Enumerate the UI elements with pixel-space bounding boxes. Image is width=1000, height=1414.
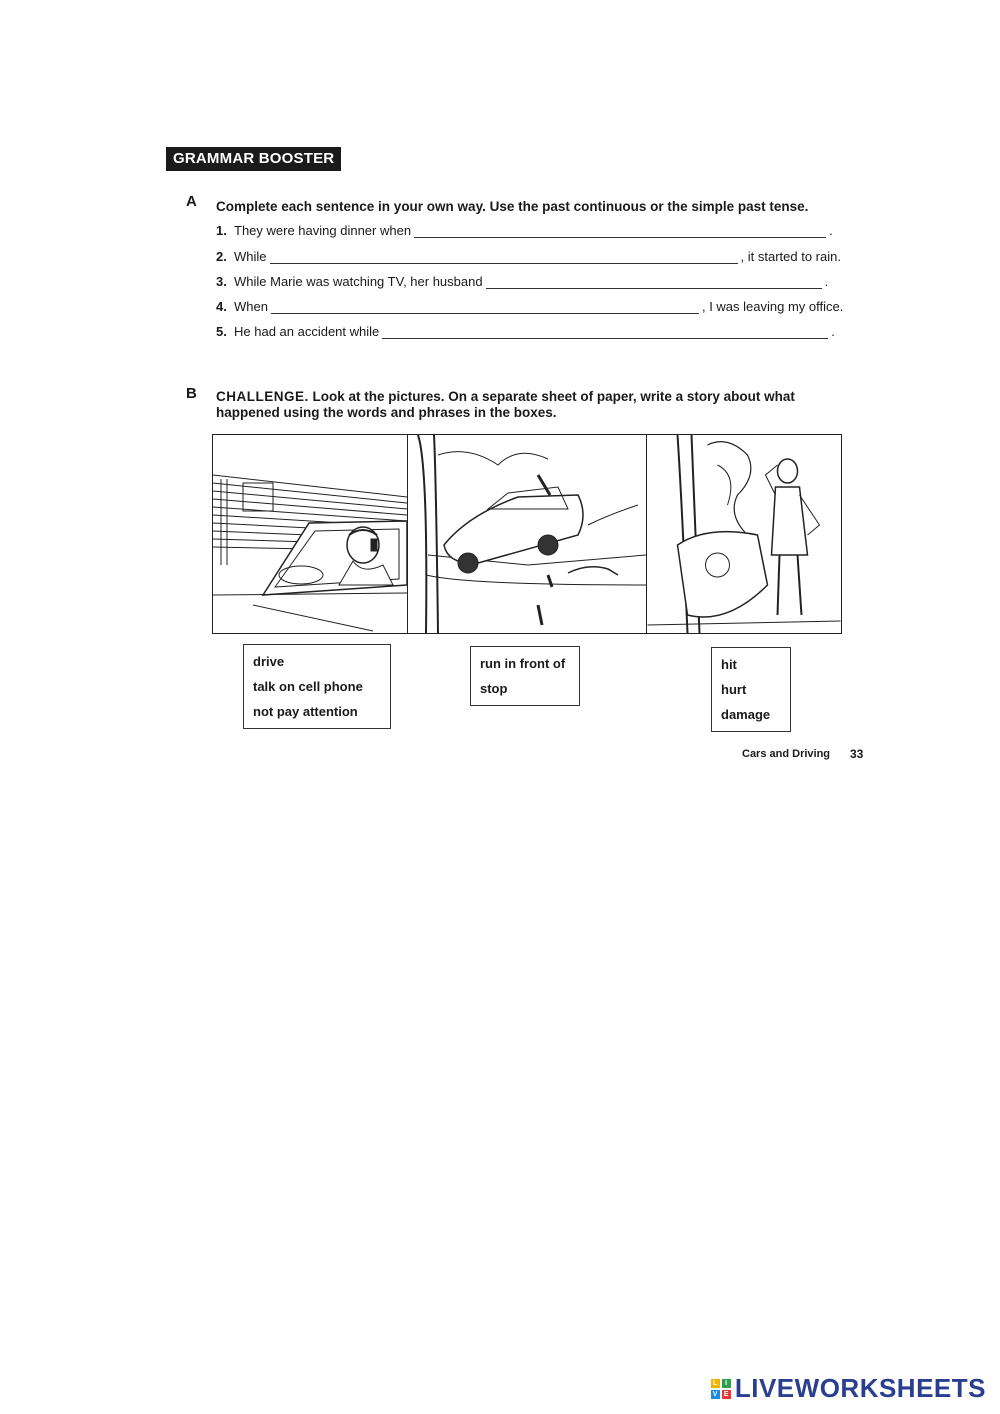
section-title: GRAMMAR BOOSTER (166, 147, 341, 171)
exercise-a-instruction: Complete each sentence in your own way. Use the past continuous or the simple past tense. (216, 199, 809, 214)
sentence-end: . (824, 274, 829, 289)
word-drive: drive (253, 654, 285, 669)
logo-square: E (723, 1390, 729, 1398)
item-number: 4. (216, 299, 227, 314)
item-number: 2. (216, 249, 227, 264)
logo-square: I (722, 1379, 731, 1388)
sentence-start: They were having dinner when (234, 223, 412, 238)
logo-square: L (711, 1379, 720, 1388)
liveworksheets-logo-icon (711, 1379, 731, 1399)
picture-strip (212, 434, 842, 634)
word-hurt: hurt (721, 682, 747, 697)
sentence-end: . (831, 324, 835, 339)
liveworksheets-brand[interactable] (711, 1373, 986, 1404)
answer-field-5[interactable] (382, 324, 828, 339)
sentence-start: He had an accident while (234, 324, 380, 339)
page-number: 33 (850, 747, 864, 761)
sentence-end: , I was leaving my office. (701, 299, 844, 314)
item-number: 1. (216, 223, 227, 238)
challenge-label: CHALLENGE. (216, 389, 309, 404)
sentence-start: While (234, 249, 267, 264)
sentence-item-3 (216, 271, 828, 289)
sentence-end: . (829, 223, 833, 238)
sentence-item-5 (216, 321, 835, 339)
exercise-b-instruction (216, 389, 856, 421)
instruction-line-1: Look at the pictures. On a separate sheet of paper, write a story about what (312, 389, 795, 404)
picture-car-swerving (407, 435, 646, 633)
answer-field-2[interactable] (270, 249, 738, 264)
sentence-end: , it started to rain. (740, 249, 841, 264)
car-crash-illustration (647, 435, 841, 633)
word-box-1 (243, 644, 391, 729)
car-swerving-illustration (408, 435, 646, 633)
footer-unit-title: Cars and Driving (742, 748, 831, 760)
word-damage: damage (721, 707, 771, 722)
picture-car-crash (646, 435, 841, 633)
word-box-3 (711, 647, 791, 732)
sentence-start: While Marie was watching TV, her husband (234, 274, 483, 289)
driver-on-phone-illustration (213, 435, 407, 633)
word-stop: stop (480, 681, 508, 696)
item-number: 5. (216, 324, 227, 339)
picture-driver-on-phone (213, 435, 407, 633)
word-hit: hit (721, 657, 737, 672)
item-number: 3. (216, 274, 227, 289)
word-run-in-front-of: run in front of (480, 656, 566, 671)
exercise-b-letter: B (186, 385, 197, 402)
instruction-line-2: happened using the words and phrases in the boxes. (216, 405, 557, 420)
sentence-start: When (234, 299, 268, 314)
word-not-pay-attention: not pay attention (253, 704, 358, 719)
sentence-item-1 (216, 220, 833, 238)
brand-name: LIVEWORKSHEETS (734, 1373, 986, 1403)
sentence-item-4 (216, 296, 843, 314)
exercise-a-letter: A (186, 193, 197, 210)
logo-square: V (712, 1390, 718, 1398)
word-box-2 (470, 646, 580, 706)
sentence-item-2 (216, 246, 841, 264)
answer-field-1[interactable] (414, 223, 826, 238)
answer-field-4[interactable] (271, 299, 699, 314)
answer-field-3[interactable] (486, 274, 822, 289)
word-talk-on-cell-phone: talk on cell phone (253, 679, 363, 694)
